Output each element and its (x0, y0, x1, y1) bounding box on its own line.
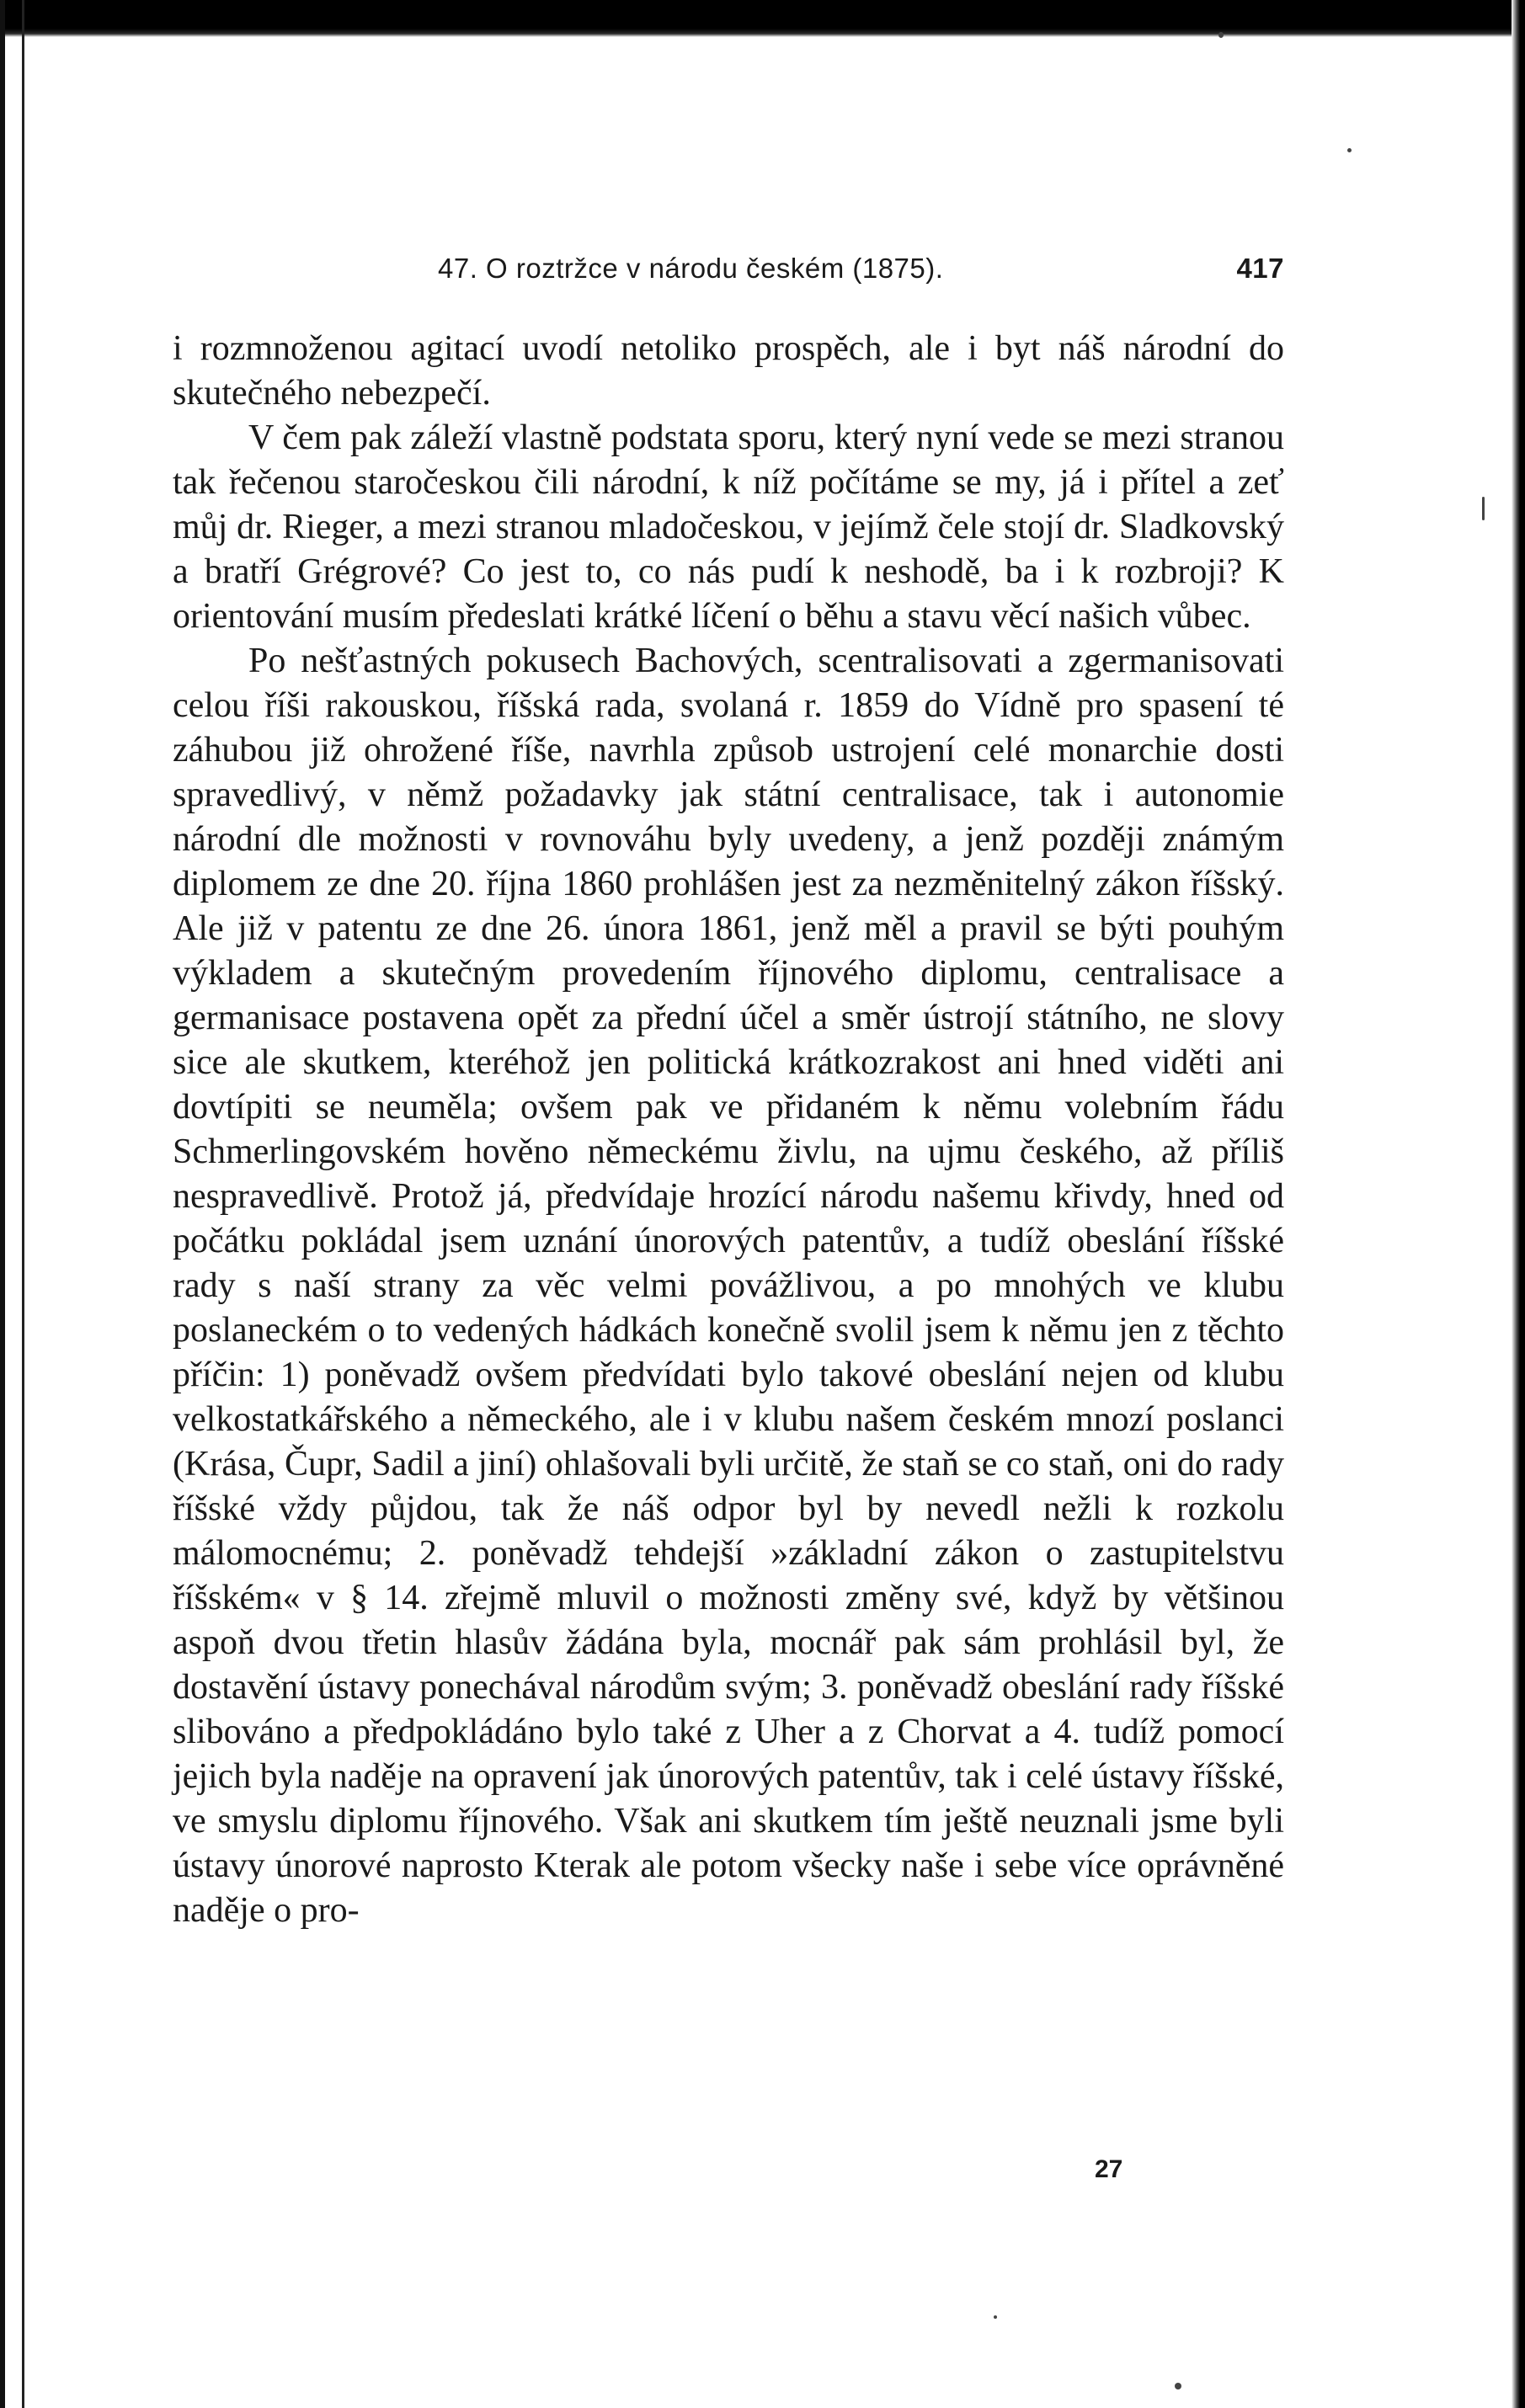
body-text (173, 327, 1284, 1933)
paragraph: V čem pak záleží vlastně podstata sporu, který nyní vede se mezi stranou tak řečenou staročeskou čili národní, k níž počítáme se my, já i přítel a zeť můj dr. Rieger, a mezi stranou mladočeskou, v jejímž čele stojí dr. Sladkovský a bratří Grégrové? Co jest to, co nás pudí k neshodě, ba i k rozbroji? K orientování musím předeslati krátké líčení o běhu a stavu věcí našich vůbec. (173, 418, 1284, 636)
scan-speck (1218, 32, 1224, 38)
scan-left-border (0, 0, 5, 2408)
signature-mark: 27 (1095, 2155, 1123, 2183)
scan-speck (1482, 497, 1485, 520)
paragraph: Po nešťastných pokusech Bachových, scentralisovati a zgermanisovati celou říši rakouskou, říšská rada, svolaná r. 1859 do Vídně pro spasení té záhubou již ohrožené říše, navrhla způsob ustrojení celé monarchie dosti spravedlivý, v němž požadavky jak státní centralisace, tak i autonomie národní dle možnosti v rovnováhu byly uvedeny, a jenž později známým diplomem ze dne 20. října 1860 prohlášen jest za nezměnitelný zákon říšský. Ale již v patentu ze dne 26. února 1861, jenž měl a pravil se býti pouhým výkladem a skutečným provedením říjnového diplomu, centralisace a germanisace postavena opět za přední účel a směr ústrojí státního, ne slovy sice ale skutkem, kteréhož jen politická krátkozrakost ani hned viděti ani dovtípiti se neuměla; ovšem pak ve přidaném k němu volebním řádu Schmerlingovském hověno německému živlu, na ujmu českého, až příliš nespravedlivě. Protož já, předvídaje hrozící národu našemu křivdy, hned od počátku pokládal jsem uznání únorových patentův, a tudíž obeslání říšské rady s naší strany za věc velmi povážlivou, a po mnohých ve klubu poslaneckém o to vedených hádkách konečně svolil jsem k němu jen z těchto příčin: 1) poněvadž ovšem předvídati bylo takové obeslání nejen od klubu velkostatkářského a německého, ale i v klubu našem českém mnozí poslanci (Krása, Čupr, Sadil a jiní) ohlašovali byli určitě, že staň se co staň, oni do rady říšské vždy půjdou, tak že náš odpor byl by nevedl nežli k rozkolu málomocnému; 2. poněvadž tehdejší »základní zákon o zastupitelstvu říšském« v § 14. zřejmě mluvil o možnosti změny své, když by většinou aspoň dvou třetin hlasův žádána byla, mocnář pak sám prohlásil byl, že dostavění ústavy ponechával národům svým; 3. poněvadž obeslání rady říšské slibováno a předpokládáno bylo také z Uher a z Chorvat a 4. tudíž pomocí jejich byla naděje na opravení jak únorových patentův, tak i celé ústavy říšské, ve smyslu diplomu říjnového. Však ani skutkem tím ještě neuznali jsme byli ústavy únorové naprosto Kterak ale potom všecky naše i sebe více oprávněné naděje o pro- (173, 642, 1284, 1930)
scan-top-border (0, 0, 1525, 37)
page-number: 417 (1236, 253, 1284, 284)
paragraph: i rozmnoženou agitací uvodí netoliko prospěch, ale i byt náš národní do skutečného nebezpečí. (173, 329, 1284, 413)
scan-left-gutter-line (22, 0, 24, 2408)
scan-speck (994, 2315, 997, 2319)
scan-speck (1347, 148, 1352, 152)
scan-right-border (1512, 0, 1525, 2408)
scan-speck (1175, 2383, 1181, 2389)
running-head (173, 253, 1284, 295)
chapter-title: 47. O roztržce v národu českém (1875). (438, 253, 944, 284)
